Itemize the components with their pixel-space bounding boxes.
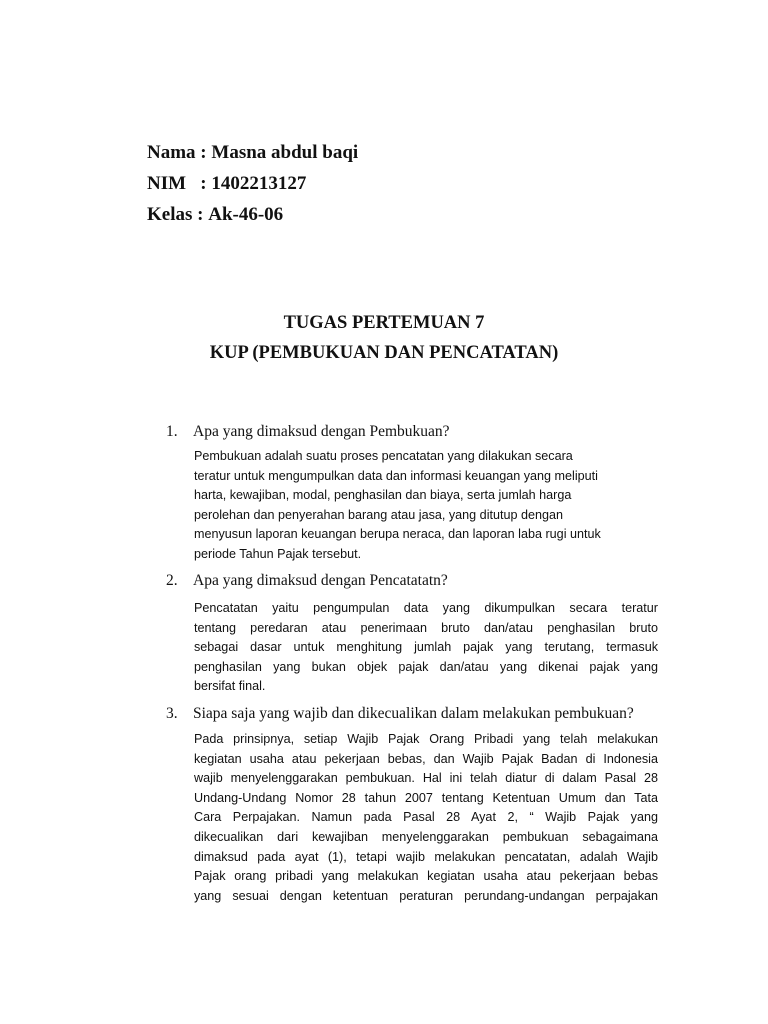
class-label: Kelas : bbox=[147, 204, 209, 225]
question-number: 3. bbox=[166, 705, 178, 722]
question-text: Apa yang dimaksud dengan Pencatatatn? bbox=[193, 572, 448, 589]
answer-line: Cara Perpajakan. Namun pada Pasal 28 Ayat 2, “ Wajib Pajak yang bbox=[194, 810, 658, 825]
assignment-title: TUGAS PERTEMUAN 7 bbox=[283, 313, 485, 333]
name-label: Nama : bbox=[147, 142, 212, 163]
answer-line: dikecualikan dari kewajiban menyelenggarakan pembukuan sebagaimana bbox=[194, 829, 658, 844]
question-number: 1. bbox=[166, 423, 178, 440]
answer-line: perolehan dan penyerahan barang atau jasa, yang ditutup dengan bbox=[194, 507, 564, 522]
answer-2 bbox=[194, 599, 658, 697]
answer-line: periode Tahun Pajak tersebut. bbox=[194, 546, 362, 561]
answer-3 bbox=[194, 730, 658, 906]
assignment-subtitle: KUP (PEMBUKUAN DAN PENCATATAN) bbox=[209, 343, 559, 363]
answer-line: Undang-Undang Nomor 28 tahun 2007 tentang Ketentuan Umum dan Tata bbox=[194, 790, 658, 805]
question-number: 2. bbox=[166, 572, 178, 589]
answer-line: Pajak orang pribadi yang melakukan kegiatan usaha atau pekerjaan bebas bbox=[194, 869, 658, 884]
answer-line: tentang peredaran atau penerimaan bruto dan/atau penghasilan bruto bbox=[194, 620, 658, 635]
question-1 bbox=[166, 422, 686, 442]
answer-line: menyusun laporan keuangan berupa neraca, dan laporan laba rugi untuk bbox=[194, 527, 601, 542]
name-row bbox=[147, 137, 567, 168]
answer-line: harta, kewajiban, modal, penghasilan dan biaya, serta jumlah harga bbox=[194, 488, 572, 503]
answer-line: sebagai dasar untuk menghitung jumlah pajak yang terutang, termasuk bbox=[194, 640, 658, 655]
class-row bbox=[147, 199, 567, 230]
nim-value: 1402213127 bbox=[211, 173, 307, 194]
answer-line: Pembukuan adalah suatu proses pencatatan yang dilakukan secara bbox=[194, 449, 573, 463]
answer-1 bbox=[194, 447, 658, 565]
answer-line: wajib menyelenggarakan pembukuan. Hal ini telah diatur di dalam Pasal 28 bbox=[194, 771, 658, 786]
answer-line: kegiatan usaha atau pekerjaan bebas, dan Wajib Pajak Badan di Indonesia bbox=[194, 751, 658, 766]
answer-line: teratur untuk mengumpulkan data dan informasi keuangan yang meliputi bbox=[194, 468, 598, 483]
question-text: Siapa saja yang wajib dan dikecualikan dalam melakukan pembukuan? bbox=[193, 705, 634, 722]
nim-row bbox=[147, 168, 567, 199]
answer-line: Pada prinsipnya, setiap Wajib Pajak Orang Pribadi yang telah melakukan bbox=[194, 732, 658, 746]
answer-line: yang sesuai dengan ketentuan peraturan perundang-undangan perpajakan bbox=[194, 888, 658, 903]
answer-line: penghasilan yang bukan objek pajak dan/atau yang dikenai pajak yang bbox=[194, 659, 658, 674]
class-value: Ak-46-06 bbox=[208, 204, 284, 225]
answer-line: dimaksud pada ayat (1), tetapi wajib melakukan pencatatan, adalah Wajib bbox=[194, 849, 658, 864]
answer-line: Pencatatan yaitu pengumpulan data yang dikumpulkan secara teratur bbox=[194, 601, 658, 615]
question-2 bbox=[166, 571, 686, 591]
student-identity-block bbox=[147, 137, 567, 230]
nim-label: NIM : bbox=[147, 173, 212, 194]
answer-line: bersifat final. bbox=[194, 679, 266, 694]
name-value: Masna abdul baqi bbox=[211, 142, 359, 163]
question-text: Apa yang dimaksud dengan Pembukuan? bbox=[193, 423, 450, 440]
question-3 bbox=[166, 704, 686, 724]
